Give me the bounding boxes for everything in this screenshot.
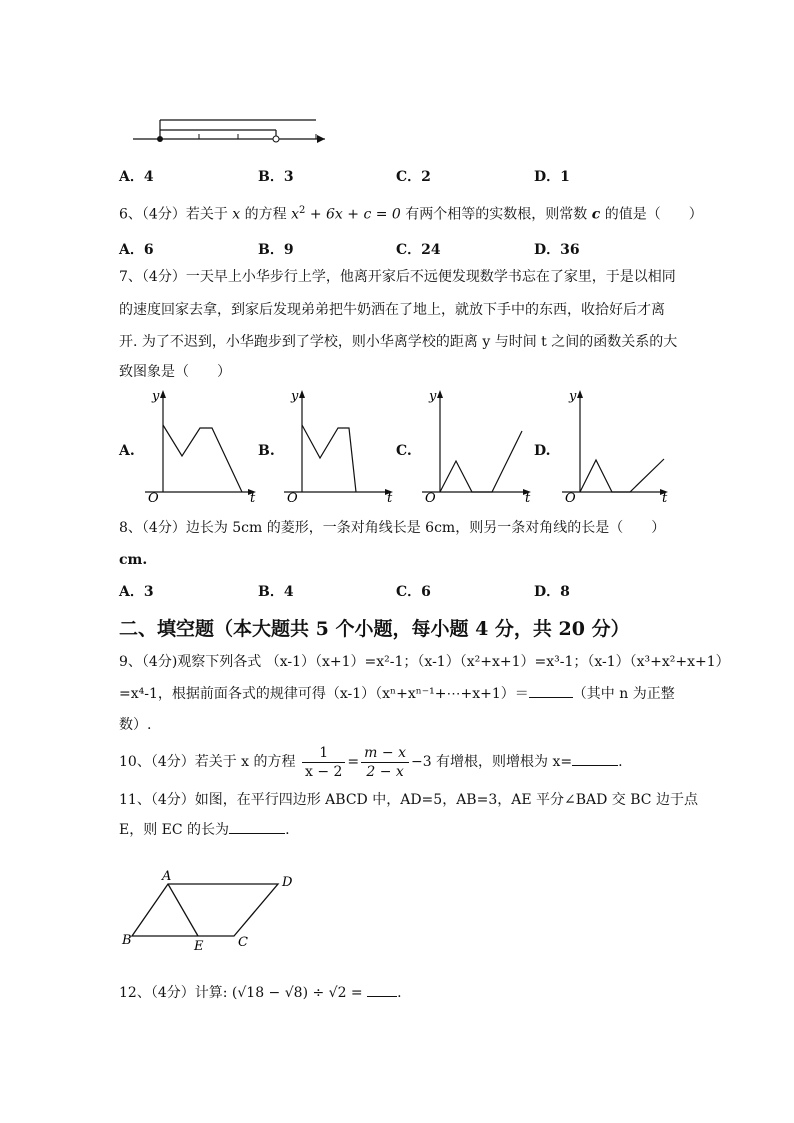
point-d-label: D bbox=[282, 875, 293, 890]
q8-line2: cm. bbox=[119, 552, 148, 568]
q5-option-a[interactable]: A．4 bbox=[119, 169, 154, 185]
q6-suffix1: 有两个相等的实数根，则常数 bbox=[405, 206, 588, 223]
q10-tail: −3 有增根，则增根为 x= bbox=[410, 754, 573, 770]
q7-b-y-label: y bbox=[291, 389, 299, 404]
q7-graph-label-d[interactable]: D. bbox=[534, 443, 551, 459]
q7-c-origin: O bbox=[425, 491, 436, 506]
q6-suffix2: 的值是（ ） bbox=[604, 206, 703, 223]
q8-option-a[interactable]: A．3 bbox=[119, 584, 154, 600]
q5-option-b[interactable]: B．3 bbox=[258, 169, 294, 185]
q6-option-a[interactable]: A．6 bbox=[119, 242, 154, 258]
q12-prefix: 12、（4分）计算: bbox=[119, 985, 228, 1001]
q10-end: . bbox=[618, 754, 623, 770]
q7-graph-label-c[interactable]: C. bbox=[396, 443, 412, 459]
q7-line2: 的速度回家去拿，到家后发现弟弟把牛奶洒在了地上，就放下手中的东西，收拾好后才离 bbox=[119, 302, 665, 318]
q10-frac2-num: m − x bbox=[361, 744, 409, 763]
section-2-title: 二、填空题（本大题共 5 个小题，每小题 4 分，共 20 分） bbox=[119, 618, 630, 640]
q8-option-b[interactable]: B．4 bbox=[258, 584, 294, 600]
q9-line2-tail: （其中 n 为正整 bbox=[572, 686, 675, 702]
q7-c-t-label: t bbox=[525, 491, 531, 506]
q11-line2-text: E，则 EC 的长为 bbox=[119, 822, 230, 838]
q6-mid: 的方程 bbox=[244, 206, 287, 223]
q7-line3: 开. 为了不迟到，小华跑步到了学校，则小华离学校的距离 y 与时间 t 之间的函数关系的大 bbox=[119, 334, 678, 350]
q7-line1: 7、（4分）一天早上小华步行上学，他离开家后不远便发现数学书忘在了家里，于是以相同 bbox=[119, 269, 676, 285]
q6-eq-rest: + 6x + c = 0 bbox=[309, 206, 401, 223]
q9-line2-text: =x⁴-1，根据前面各式的规律可得（x-1）（xⁿ+xⁿ⁻¹+⋯+x+1）＝ bbox=[119, 686, 529, 702]
q5-option-d[interactable]: D．1 bbox=[534, 169, 570, 185]
point-b-label: B bbox=[122, 933, 132, 948]
q6-var-c: c bbox=[591, 206, 601, 223]
q6-prefix: 6、（4分）若关于 bbox=[119, 206, 228, 223]
q7-b-t-label: t bbox=[387, 491, 393, 506]
q12-end: . bbox=[397, 985, 402, 1001]
point-e-label: E bbox=[194, 939, 204, 954]
q8-option-d[interactable]: D．8 bbox=[534, 584, 570, 600]
point-a-label: A bbox=[162, 869, 172, 884]
q11-line1: 11、（4分）如图，在平行四边形 ABCD 中，AD=5，AB=3，AE 平分∠BAD 交 BC 边于点 bbox=[119, 792, 698, 808]
q10-frac1-den: x − 2 bbox=[304, 763, 343, 780]
q8-option-c[interactable]: C．6 bbox=[396, 584, 431, 600]
q6-option-b[interactable]: B．9 bbox=[258, 242, 294, 258]
point-c-label: C bbox=[238, 935, 248, 950]
q5-option-c[interactable]: C．2 bbox=[396, 169, 431, 185]
q11-end: . bbox=[285, 822, 290, 838]
q9-prefix: 9、（4分)观察下列各式 bbox=[119, 654, 262, 670]
q12-answer-blank[interactable] bbox=[367, 982, 397, 997]
q7-a-origin: O bbox=[148, 491, 159, 506]
q10-frac2-den: 2 − x bbox=[366, 763, 404, 780]
q6-var-x: x bbox=[232, 206, 241, 223]
q9-line3: 数）. bbox=[119, 717, 152, 733]
q6-question: 6、（4分）若关于 x 的方程 $x^2 + 6x + c = 0$ 有两个相等的实数根，则常数 c 的值是（ ） bbox=[119, 205, 703, 223]
q7-d-t-label: t bbox=[662, 491, 668, 506]
q7-b-origin: O bbox=[287, 491, 298, 506]
q7-a-y-label: y bbox=[152, 389, 160, 404]
q7-d-y-label: y bbox=[569, 389, 577, 404]
q9-formulas: （x-1）（x+1）=x²-1；（x-1）（x²+x+1）=x³-1；（x-1）（x³+x²+x+1） bbox=[265, 654, 730, 670]
q6-eq-x: x bbox=[291, 206, 299, 223]
q10-frac1-num: 1 bbox=[302, 744, 345, 763]
q7-graph-label-a[interactable]: A. bbox=[119, 443, 135, 459]
q7-c-y-label: y bbox=[429, 389, 437, 404]
q6-option-c[interactable]: C．24 bbox=[396, 242, 441, 258]
q7-a-t-label: t bbox=[250, 491, 256, 506]
q6-option-d[interactable]: D．36 bbox=[534, 242, 580, 258]
q8-line1: 8、（4分）边长为 5cm 的菱形，一条对角线长是 6cm，则另一条对角线的长是（ ） bbox=[119, 520, 666, 536]
q7-graph-label-b[interactable]: B. bbox=[258, 443, 275, 459]
q7-d-origin: O bbox=[565, 491, 576, 506]
q10-prefix: 10、（4分）若关于 x 的方程 bbox=[119, 754, 296, 770]
q12-question bbox=[119, 979, 402, 1007]
q7-line4: 致图象是（ ） bbox=[119, 364, 231, 380]
q10-equals: = bbox=[347, 754, 360, 770]
q12-expression: (√18 − √8) ÷ √2 = bbox=[231, 985, 363, 1001]
